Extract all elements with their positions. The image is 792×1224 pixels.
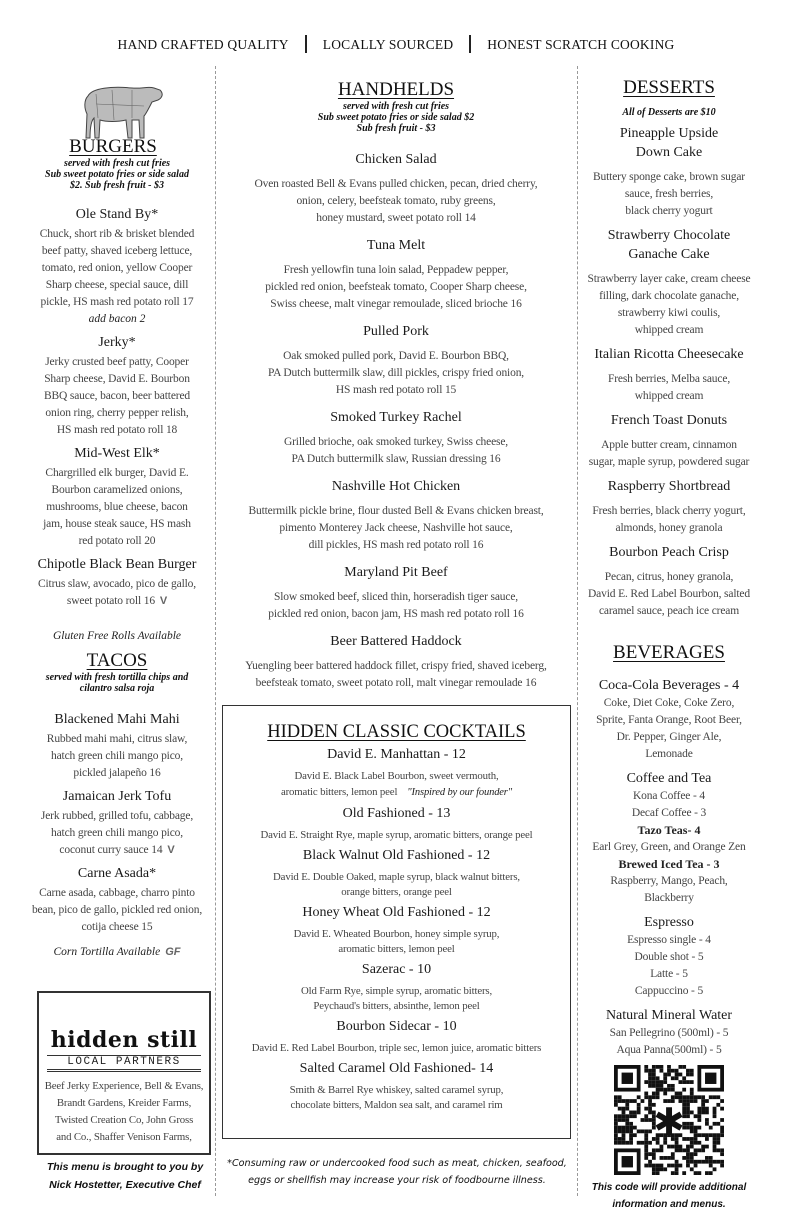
divider <box>305 35 307 53</box>
beverage-detail: Earl Grey, Green, and Orange Zen <box>592 841 746 853</box>
credit-line: Nick Hostetter, Executive Chef <box>49 1179 201 1191</box>
item-name: Strawberry Chocolate Ganache Cake <box>607 228 731 262</box>
middle-column <box>222 79 570 701</box>
cow-illustration-icon <box>82 80 166 142</box>
item-description <box>223 769 570 801</box>
item-name: Raspberry Shortbread <box>607 479 731 494</box>
qr-caption: This code will provide additional information and menus. <box>591 1182 747 1210</box>
item-name: David E. Manhattan - 12 <box>327 747 466 762</box>
description-text: Carne asada, cabbage, charro pinto bean, pico de gallo, pickled red onion, cotija cheese 15 <box>31 887 203 933</box>
description-text: Pecan, citrus, honey granola, David E. Red Label Bourbon, salted caramel sauce, peach ice cream <box>588 571 750 617</box>
menu-item <box>222 150 570 227</box>
cocktails-box <box>222 705 571 1139</box>
item-name: Chipotle Black Bean Burger <box>37 557 197 572</box>
description-text: Smith & Barrel Rye whiskey, salted caramel syrup, chocolate bitters, Maldon sea salt, and caramel rim <box>289 1084 504 1111</box>
vegetarian-tag: V <box>167 844 175 856</box>
item-description <box>20 465 214 550</box>
item-description <box>20 885 214 936</box>
beverage-group <box>580 913 758 1000</box>
beverage-name: Natural Mineral Water <box>605 1008 733 1023</box>
description-text: Fresh yellowfin tuna loin salad, Peppadew pepper, pickled red onion, beefsteak tomato, Cooper Sharp cheese, Swiss cheese, malt vinegar remoulade, sliced brioche 16 <box>265 264 527 310</box>
menu-item <box>223 745 570 801</box>
description-text: Oven roasted Bell & Evans pulled chicken, pecan, dried cherry, onion, celery, beefsteak tomato, ruby greens, honey mustard, sweet potato roll 14 <box>254 178 538 224</box>
item-name: Jerky* <box>98 335 136 350</box>
menu-item <box>580 124 758 220</box>
item-description <box>223 828 570 843</box>
beverage-detail: Kona Coffee - 4 Decaf Coffee - 3 <box>631 790 707 819</box>
item-description <box>222 262 570 313</box>
item-description <box>20 226 214 311</box>
item-description <box>222 589 570 623</box>
description-text: Chuck, short rib & brisket blended beef patty, shaved iceberg lettuce, tomato, red onion, yellow Cooper Sharp cheese, special sauce, dill pickle, HS mash red potato roll 17 <box>39 228 195 308</box>
menu-item <box>222 632 570 692</box>
item-description <box>223 927 570 957</box>
section-subtitle: served with fresh cut fries Sub sweet potato fries or side salad $2 Sub fresh fruit - $3 <box>317 101 475 134</box>
menu-item <box>223 804 570 843</box>
menu-item <box>223 960 570 1014</box>
beverage-detail: Coke, Diet Coke, Coke Zero, Sprite, Fanta Orange, Root Beer, Dr. Pepper, Ginger Ale, Lemonade <box>596 697 742 760</box>
food-safety-disclaimer: *Consuming raw or undercooked food such as meat, chicken, seafood, eggs or shellfish may increase your risk of foodbourne illness. <box>227 1158 567 1186</box>
item-name: Chicken Salad <box>355 152 437 167</box>
item-description <box>222 348 570 399</box>
menu-item <box>580 543 758 620</box>
menu-item <box>580 345 758 405</box>
item-description <box>580 169 758 220</box>
description-text: Jerk rubbed, grilled tofu, cabbage, hatch green chili mango pico, coconut curry sauce 14 <box>40 810 194 856</box>
item-name: Bourbon Sidecar - 10 <box>336 1019 457 1034</box>
item-description <box>580 371 758 405</box>
item-description <box>580 503 758 537</box>
item-note: add bacon 2 <box>88 313 146 325</box>
right-column <box>580 77 758 1213</box>
corn-tortilla-note <box>20 946 214 958</box>
item-description <box>222 176 570 227</box>
gluten-free-tag: GF <box>165 946 181 958</box>
description-text: Chargrilled elk burger, David E. Bourbon caramelized onions, mushrooms, blue cheese, bacon jam, house steak sauce, HS mash red potato roll 20 <box>43 467 191 547</box>
column-divider <box>215 66 216 1196</box>
tagline: HAND CRAFTED QUALITY <box>117 37 289 52</box>
item-description <box>580 569 758 620</box>
description-text: Buttery sponge cake, brown sugar sauce, fresh berries, black cherry yogurt <box>592 171 745 217</box>
menu-item <box>222 322 570 399</box>
menu-item <box>20 444 214 550</box>
item-description <box>222 434 570 468</box>
description-text: Rubbed mahi mahi, citrus slaw, hatch green chili mango pico, pickled jalapeño 16 <box>46 733 188 779</box>
menu-item <box>580 226 758 339</box>
section-title-tacos: TACOS <box>86 650 148 671</box>
beverage-detail: San Pellegrino (500ml) - 5 Aqua Panna(500ml) - 5 <box>609 1027 729 1056</box>
beverage-name: Coffee and Tea <box>626 771 712 786</box>
description-text: Old Farm Rye, simple syrup, aromatic bitters, Peychaud's bitters, absinthe, lemon peel <box>300 985 493 1012</box>
menu-item <box>223 1059 570 1113</box>
item-description <box>580 437 758 471</box>
vegetarian-tag: V <box>159 595 168 607</box>
beverage-name: Espresso <box>644 915 694 930</box>
description-text: David E. Straight Rye, maple syrup, aromatic bitters, orange peel <box>260 829 533 841</box>
section-title-desserts: DESSERTS <box>623 77 715 98</box>
item-name: Ole Stand By* <box>75 207 159 222</box>
section-title-burgers: BURGERS <box>69 136 157 157</box>
item-name: Salted Caramel Old Fashioned- 14 <box>299 1061 494 1076</box>
description-text: Yuengling beer battered haddock fillet, crispy fried, shaved iceberg, beefsteak tomato, sweet potato roll, malt vinegar remoulade 16 <box>245 660 547 689</box>
menu-item <box>222 563 570 623</box>
item-name: Pineapple Upside Down Cake <box>619 126 719 160</box>
menu-item <box>222 477 570 554</box>
item-name: Honey Wheat Old Fashioned - 12 <box>302 905 491 920</box>
partners-heading: LOCAL PARTNERS <box>47 1055 201 1072</box>
item-name: Mid-West Elk* <box>74 446 160 461</box>
description-text: Slow smoked beef, sliced thin, horseradish tiger sauce, pickled red onion, bacon jam, HS mash red potato roll 16 <box>268 591 524 620</box>
footnote-text: Corn Tortilla Available <box>53 946 161 958</box>
menu-item <box>580 411 758 471</box>
menu-item <box>222 236 570 313</box>
menu-item <box>20 205 214 328</box>
description-text: Fresh berries, black cherry yogurt, almonds, honey granola <box>592 505 746 534</box>
description-text: Apple butter cream, cinnamon sugar, maple syrup, powdered sugar <box>588 439 750 468</box>
description-text: Strawberry layer cake, cream cheese filling, dark chocolate ganache, strawberry kiwi coulis, whipped cream <box>587 273 751 336</box>
description-text: Fresh berries, Melba sauce, whipped cream <box>607 373 731 402</box>
item-name: Beer Battered Haddock <box>330 634 462 649</box>
item-name: Italian Ricotta Cheesecake <box>594 347 744 362</box>
item-name: Maryland Pit Beef <box>344 565 448 580</box>
credit-line: This menu is brought to you by <box>46 1161 204 1173</box>
menu-item <box>20 333 214 439</box>
partners-list: Beef Jerky Experience, Bell & Evans, Brandt Gardens, Kreider Farms, Twisted Creation Co, John Gross and Co., Shaffer Venison Farms, <box>44 1080 204 1143</box>
item-description <box>20 576 214 610</box>
description-text: Grilled brioche, oak smoked turkey, Swiss cheese, PA Dutch buttermilk slaw, Russian dressing 16 <box>283 436 509 465</box>
item-description <box>223 1041 570 1056</box>
qr-code-icon[interactable] <box>614 1065 724 1175</box>
item-description <box>223 870 570 900</box>
item-name: Smoked Turkey Rachel <box>330 410 462 425</box>
menu-item <box>20 710 214 782</box>
item-name: Blackened Mahi Mahi <box>54 712 180 727</box>
description-text: Citrus slaw, avocado, pico de gallo, sweet potato roll 16 <box>37 578 196 607</box>
beverage-subheading: Tazo Teas- 4 <box>637 823 701 837</box>
beverage-subheading: Brewed Iced Tea - 3 <box>618 857 720 871</box>
local-partners-box <box>37 991 211 1155</box>
description-text: David E. Wheated Bourbon, honey simple syrup, aromatic bitters, lemon peel <box>293 928 500 955</box>
beverage-detail: Raspberry, Mango, Peach, Blackberry <box>610 875 728 904</box>
beverage-name: Coca-Cola Beverages - 4 <box>598 678 740 693</box>
item-description <box>580 271 758 339</box>
menu-item <box>223 903 570 957</box>
section-subtitle: served with fresh tortilla chips and cilantro salsa roja <box>45 672 189 694</box>
menu-item <box>20 864 214 936</box>
column-divider <box>577 66 578 1196</box>
item-description <box>20 808 214 859</box>
description-text: David E. Double Oaked, maple syrup, black walnut bitters, orange bitters, orange peel <box>273 871 520 898</box>
item-name: Tuna Melt <box>366 238 426 253</box>
item-description <box>222 658 570 692</box>
description-text: Buttermilk pickle brine, flour dusted Bell & Evans chicken breast, pimento Monterey Jack cheese, Nashville hot sauce, dill pickles, HS mash red potato roll 16 <box>248 505 544 551</box>
beverage-group <box>580 676 758 763</box>
menu-item <box>223 1017 570 1056</box>
description-text: David E. Red Label Bourbon, triple sec, lemon juice, aromatic bitters <box>251 1042 542 1054</box>
item-name: Old Fashioned - 13 <box>342 806 451 821</box>
item-name: Bourbon Peach Crisp <box>609 545 729 560</box>
item-note: "Inspired by our founder" <box>407 787 513 798</box>
section-title-beverages: BEVERAGES <box>613 642 725 663</box>
menu-item <box>223 846 570 900</box>
item-name: French Toast Donuts <box>610 413 728 428</box>
description-text: David E. Black Label Bourbon, sweet vermouth, aromatic bitters, lemon peel <box>280 770 499 798</box>
item-name: Nashville Hot Chicken <box>331 479 461 494</box>
svg-text:✱: ✱ <box>653 1102 685 1145</box>
description-text: Oak smoked pulled pork, David E. Bourbon BBQ, PA Dutch buttermilk slaw, dill pickles, crispy fried onion, HS mash red potato roll 15 <box>267 350 525 396</box>
item-name: Pulled Pork <box>363 324 429 339</box>
item-description <box>222 503 570 554</box>
chef-credit <box>40 1158 210 1194</box>
tagline: HONEST SCRATCH COOKING <box>487 37 675 52</box>
section-subtitle: All of Desserts are $10 <box>622 107 716 118</box>
item-description <box>20 731 214 782</box>
beverage-detail: Espresso single - 4 Double shot - 5 Latte - 5 Cappuccino - 5 <box>627 934 711 997</box>
menu-item <box>20 555 214 610</box>
beverage-group <box>580 1006 758 1059</box>
gluten-free-note: Gluten Free Rolls Available <box>52 630 182 642</box>
section-title-cocktails: HIDDEN CLASSIC COCKTAILS <box>267 722 526 742</box>
menu-item <box>20 787 214 859</box>
item-name: Carne Asada* <box>77 866 157 881</box>
item-name: Sazerac - 10 <box>361 962 432 977</box>
taglines-bar <box>0 35 792 53</box>
hidden-still-logo: hidden still <box>50 1027 198 1053</box>
section-title-handhelds: HANDHELDS <box>337 79 455 100</box>
tagline: LOCALLY SOURCED <box>322 37 454 52</box>
divider <box>469 35 471 53</box>
item-description <box>223 1083 570 1113</box>
item-name: Jamaican Jerk Tofu <box>62 789 172 804</box>
section-subtitle: served with fresh cut fries Sub sweet potato fries or side salad $2. Sub fresh fruit - $3 <box>45 158 189 191</box>
beverages-list <box>580 676 758 1059</box>
menu-item <box>580 477 758 537</box>
menu-item <box>222 408 570 468</box>
left-column <box>20 80 214 958</box>
item-description <box>223 984 570 1014</box>
beverage-group <box>580 769 758 907</box>
description-text: Jerky crusted beef patty, Cooper Sharp cheese, David E. Bourbon BBQ sauce, bacon, beer battered onion ring, cherry pepper relish, HS mash red potato roll 18 <box>43 356 191 436</box>
item-name: Black Walnut Old Fashioned - 12 <box>302 848 491 863</box>
item-description <box>20 354 214 439</box>
